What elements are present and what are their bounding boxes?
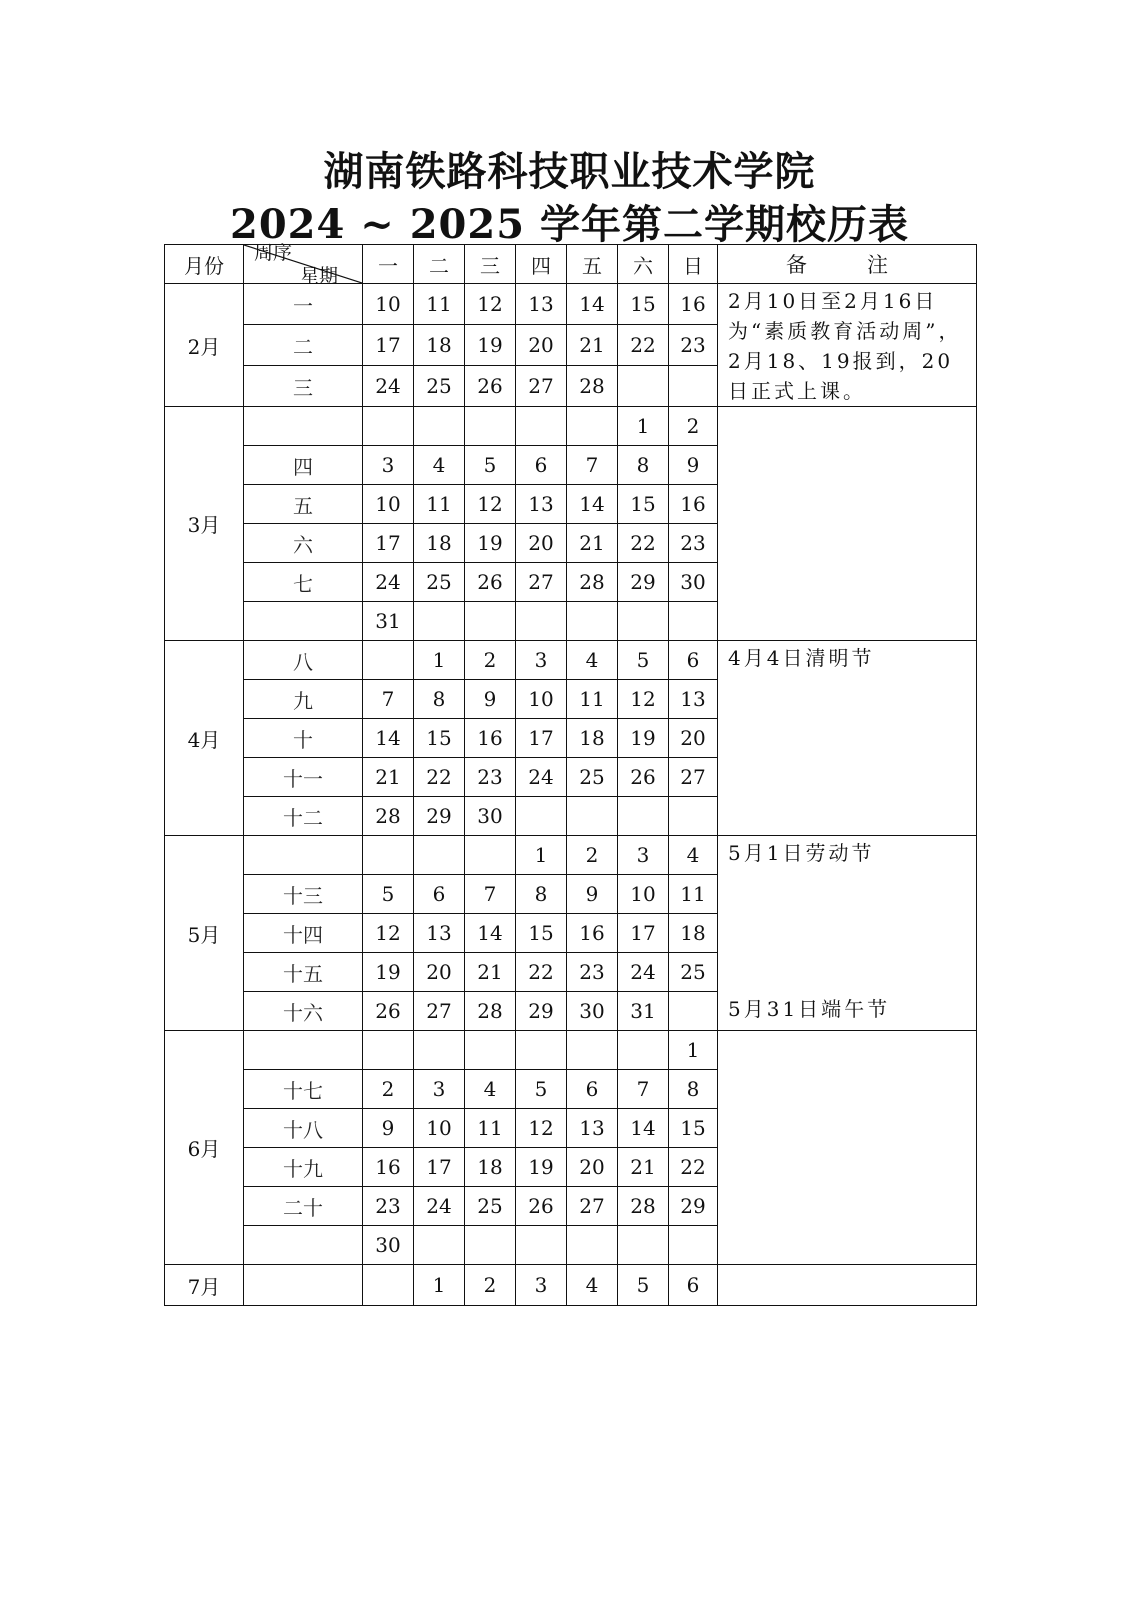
date-cell: 7 [465,875,516,914]
date-cell: 26 [363,992,414,1031]
date-cell: 26 [516,1187,567,1226]
date-cell [567,797,618,836]
date-cell: 18 [465,1148,516,1187]
date-cell: 4 [567,641,618,680]
date-cell: 30 [669,563,718,602]
date-cell: 17 [618,914,669,953]
date-cell: 8 [669,1070,718,1109]
date-cell [516,1031,567,1070]
date-cell: 22 [414,758,465,797]
header-day-tue: 二 [414,245,465,284]
date-cell: 3 [618,836,669,875]
header-row [165,245,977,284]
date-cell: 20 [414,953,465,992]
date-cell [363,641,414,680]
date-cell: 2 [465,641,516,680]
date-cell: 16 [363,1148,414,1187]
month-label: 7月 [165,1265,244,1306]
date-cell: 7 [363,680,414,719]
week-number: 十三 [244,875,363,914]
week-number: 五 [244,485,363,524]
date-cell: 21 [567,524,618,563]
date-cell [618,602,669,641]
remarks-cell [718,284,977,407]
date-cell [465,1226,516,1265]
date-cell [669,602,718,641]
date-cell: 1 [516,836,567,875]
date-cell: 15 [618,485,669,524]
date-cell: 1 [669,1031,718,1070]
date-cell: 2 [363,1070,414,1109]
date-cell: 3 [516,1265,567,1306]
week-number [244,836,363,875]
date-cell: 11 [567,680,618,719]
table-row [165,1031,977,1070]
date-cell: 20 [516,325,567,366]
date-cell: 26 [465,563,516,602]
date-cell: 13 [669,680,718,719]
remarks-cell [718,641,977,836]
week-number [244,407,363,446]
date-cell: 5 [618,1265,669,1306]
date-cell: 28 [363,797,414,836]
date-cell [618,1031,669,1070]
date-cell: 13 [516,485,567,524]
date-cell [669,366,718,407]
header-month: 月份 [165,245,244,284]
date-cell [414,1226,465,1265]
table-row [165,284,977,325]
date-cell [567,407,618,446]
header-day-sat: 六 [618,245,669,284]
header-day-thu: 四 [516,245,567,284]
date-cell: 13 [516,284,567,325]
date-cell: 24 [363,366,414,407]
date-cell: 2 [465,1265,516,1306]
date-cell: 26 [618,758,669,797]
date-cell: 4 [567,1265,618,1306]
date-cell: 12 [363,914,414,953]
week-number: 二十 [244,1187,363,1226]
date-cell: 13 [414,914,465,953]
month-label: 4月 [165,641,244,836]
date-cell: 25 [465,1187,516,1226]
week-number: 二 [244,325,363,366]
week-number: 八 [244,641,363,680]
date-cell: 22 [618,325,669,366]
date-cell: 8 [516,875,567,914]
date-cell [669,992,718,1031]
date-cell: 19 [618,719,669,758]
date-cell: 15 [516,914,567,953]
date-cell: 18 [414,325,465,366]
table-row [165,407,977,446]
month-label: 3月 [165,407,244,641]
date-cell: 1 [618,407,669,446]
date-cell: 12 [465,284,516,325]
week-number: 十八 [244,1109,363,1148]
month-label: 2月 [165,284,244,407]
date-cell [414,407,465,446]
date-cell: 13 [567,1109,618,1148]
date-cell: 29 [669,1187,718,1226]
date-cell: 1 [414,1265,465,1306]
date-cell [516,407,567,446]
date-cell: 25 [414,563,465,602]
header-remarks: 备注 [718,245,977,284]
date-cell: 6 [669,1265,718,1306]
date-cell: 9 [363,1109,414,1148]
date-cell: 7 [618,1070,669,1109]
date-cell: 12 [516,1109,567,1148]
date-cell: 15 [618,284,669,325]
date-cell: 11 [414,284,465,325]
date-cell: 12 [618,680,669,719]
date-cell: 9 [465,680,516,719]
week-number [244,1265,363,1306]
date-cell [669,1226,718,1265]
date-cell: 31 [618,992,669,1031]
date-cell: 10 [363,284,414,325]
date-cell: 18 [567,719,618,758]
date-cell: 19 [465,325,516,366]
date-cell: 2 [567,836,618,875]
date-cell: 31 [363,602,414,641]
date-cell: 14 [363,719,414,758]
date-cell: 21 [363,758,414,797]
date-cell: 8 [618,446,669,485]
date-cell [618,1226,669,1265]
date-cell: 21 [567,325,618,366]
date-cell [363,1265,414,1306]
week-number: 十九 [244,1148,363,1187]
week-number: 九 [244,680,363,719]
week-number [244,1226,363,1265]
date-cell: 28 [567,563,618,602]
date-cell: 19 [516,1148,567,1187]
school-calendar-table [164,244,977,1306]
remark-text: 2月10日至2月16日为“素质教育活动周”，2月18、19报到，20日正式上课。 [728,289,962,403]
week-number: 十五 [244,953,363,992]
date-cell: 23 [669,524,718,563]
date-cell: 19 [465,524,516,563]
date-cell: 8 [414,680,465,719]
date-cell: 29 [618,563,669,602]
date-cell: 14 [567,284,618,325]
date-cell: 20 [567,1148,618,1187]
date-cell: 27 [567,1187,618,1226]
calendar-title-term: 2024 ~ 2025 学年第二学期校历表 [230,201,909,248]
header-weekday: 星期 [299,265,338,287]
table-row [165,641,977,680]
remarks-cell [718,1031,977,1265]
date-cell: 24 [516,758,567,797]
date-cell [414,1031,465,1070]
date-cell: 28 [567,366,618,407]
date-cell: 23 [465,758,516,797]
date-cell: 26 [465,366,516,407]
date-cell: 5 [363,875,414,914]
header-day-mon: 一 [363,245,414,284]
date-cell: 27 [516,366,567,407]
date-cell [465,1031,516,1070]
date-cell: 6 [669,641,718,680]
header-day-sun: 日 [669,245,718,284]
date-cell [567,602,618,641]
date-cell: 21 [618,1148,669,1187]
header-week-order: 周序 [254,242,293,264]
date-cell: 10 [414,1109,465,1148]
date-cell: 17 [363,524,414,563]
date-cell: 10 [618,875,669,914]
week-number: 四 [244,446,363,485]
date-cell: 18 [414,524,465,563]
header-diagonal-cell [244,242,363,287]
date-cell [465,407,516,446]
date-cell: 24 [618,953,669,992]
date-cell [465,836,516,875]
date-cell: 6 [516,446,567,485]
date-cell: 30 [363,1226,414,1265]
date-cell [567,1226,618,1265]
remark-text-secondary: 5月31日端午节 [728,997,891,1021]
date-cell: 2 [669,407,718,446]
date-cell: 3 [516,641,567,680]
date-cell: 11 [465,1109,516,1148]
date-cell: 25 [669,953,718,992]
week-number: 十一 [244,758,363,797]
date-cell: 10 [363,485,414,524]
date-cell: 28 [465,992,516,1031]
week-number: 十 [244,719,363,758]
remarks-cell [718,836,977,1031]
month-label: 6月 [165,1031,244,1265]
date-cell: 11 [669,875,718,914]
month-label: 5月 [165,836,244,1031]
date-cell [618,366,669,407]
date-cell [414,602,465,641]
date-cell: 1 [414,641,465,680]
date-cell [414,836,465,875]
date-cell: 10 [516,680,567,719]
date-cell: 16 [567,914,618,953]
date-cell: 18 [669,914,718,953]
header-day-fri: 五 [567,245,618,284]
date-cell [465,602,516,641]
date-cell: 27 [516,563,567,602]
date-cell: 9 [669,446,718,485]
remarks-cell [718,1265,977,1306]
date-cell: 22 [669,1148,718,1187]
date-cell [618,797,669,836]
date-cell [516,1226,567,1265]
date-cell: 15 [669,1109,718,1148]
remark-text: 4月4日清明节 [728,646,875,670]
date-cell: 25 [567,758,618,797]
date-cell: 23 [567,953,618,992]
date-cell: 19 [363,953,414,992]
date-cell: 4 [414,446,465,485]
date-cell: 24 [414,1187,465,1226]
header-day-wed: 三 [465,245,516,284]
date-cell: 21 [465,953,516,992]
date-cell [567,1031,618,1070]
date-cell: 6 [567,1070,618,1109]
date-cell: 27 [414,992,465,1031]
week-number: 七 [244,563,363,602]
date-cell: 5 [618,641,669,680]
date-cell: 25 [414,366,465,407]
date-cell: 6 [414,875,465,914]
date-cell: 16 [465,719,516,758]
date-cell: 7 [567,446,618,485]
date-cell: 12 [465,485,516,524]
date-cell: 15 [414,719,465,758]
calendar-title-school: 湖南铁路科技职业技术学院 [323,148,816,195]
week-number [244,1031,363,1070]
remarks-cell [718,407,977,641]
week-number: 十七 [244,1070,363,1109]
date-cell: 28 [618,1187,669,1226]
date-cell: 20 [669,719,718,758]
date-cell: 29 [414,797,465,836]
table-row [165,836,977,875]
date-cell [363,836,414,875]
week-number: 三 [244,366,363,407]
date-cell: 14 [465,914,516,953]
date-cell: 3 [414,1070,465,1109]
week-number: 十二 [244,797,363,836]
date-cell: 5 [465,446,516,485]
date-cell: 17 [363,325,414,366]
table-row [165,1265,977,1306]
date-cell: 20 [516,524,567,563]
date-cell [516,602,567,641]
week-number: 六 [244,524,363,563]
week-number: 十六 [244,992,363,1031]
remark-text: 5月1日劳动节 [728,841,875,865]
date-cell: 16 [669,284,718,325]
date-cell: 24 [363,563,414,602]
week-number: 一 [244,284,363,325]
date-cell [363,407,414,446]
date-cell: 9 [567,875,618,914]
date-cell: 16 [669,485,718,524]
date-cell: 14 [618,1109,669,1148]
date-cell: 4 [465,1070,516,1109]
date-cell: 4 [669,836,718,875]
week-number [244,602,363,641]
date-cell: 23 [363,1187,414,1226]
date-cell: 11 [414,485,465,524]
date-cell: 17 [516,719,567,758]
date-cell: 27 [669,758,718,797]
date-cell: 3 [363,446,414,485]
week-number: 十四 [244,914,363,953]
date-cell [669,797,718,836]
date-cell: 14 [567,485,618,524]
date-cell: 17 [414,1148,465,1187]
date-cell [516,797,567,836]
date-cell: 23 [669,325,718,366]
date-cell: 22 [516,953,567,992]
date-cell: 5 [516,1070,567,1109]
date-cell: 29 [516,992,567,1031]
date-cell: 30 [465,797,516,836]
date-cell [363,1031,414,1070]
date-cell: 22 [618,524,669,563]
date-cell: 30 [567,992,618,1031]
